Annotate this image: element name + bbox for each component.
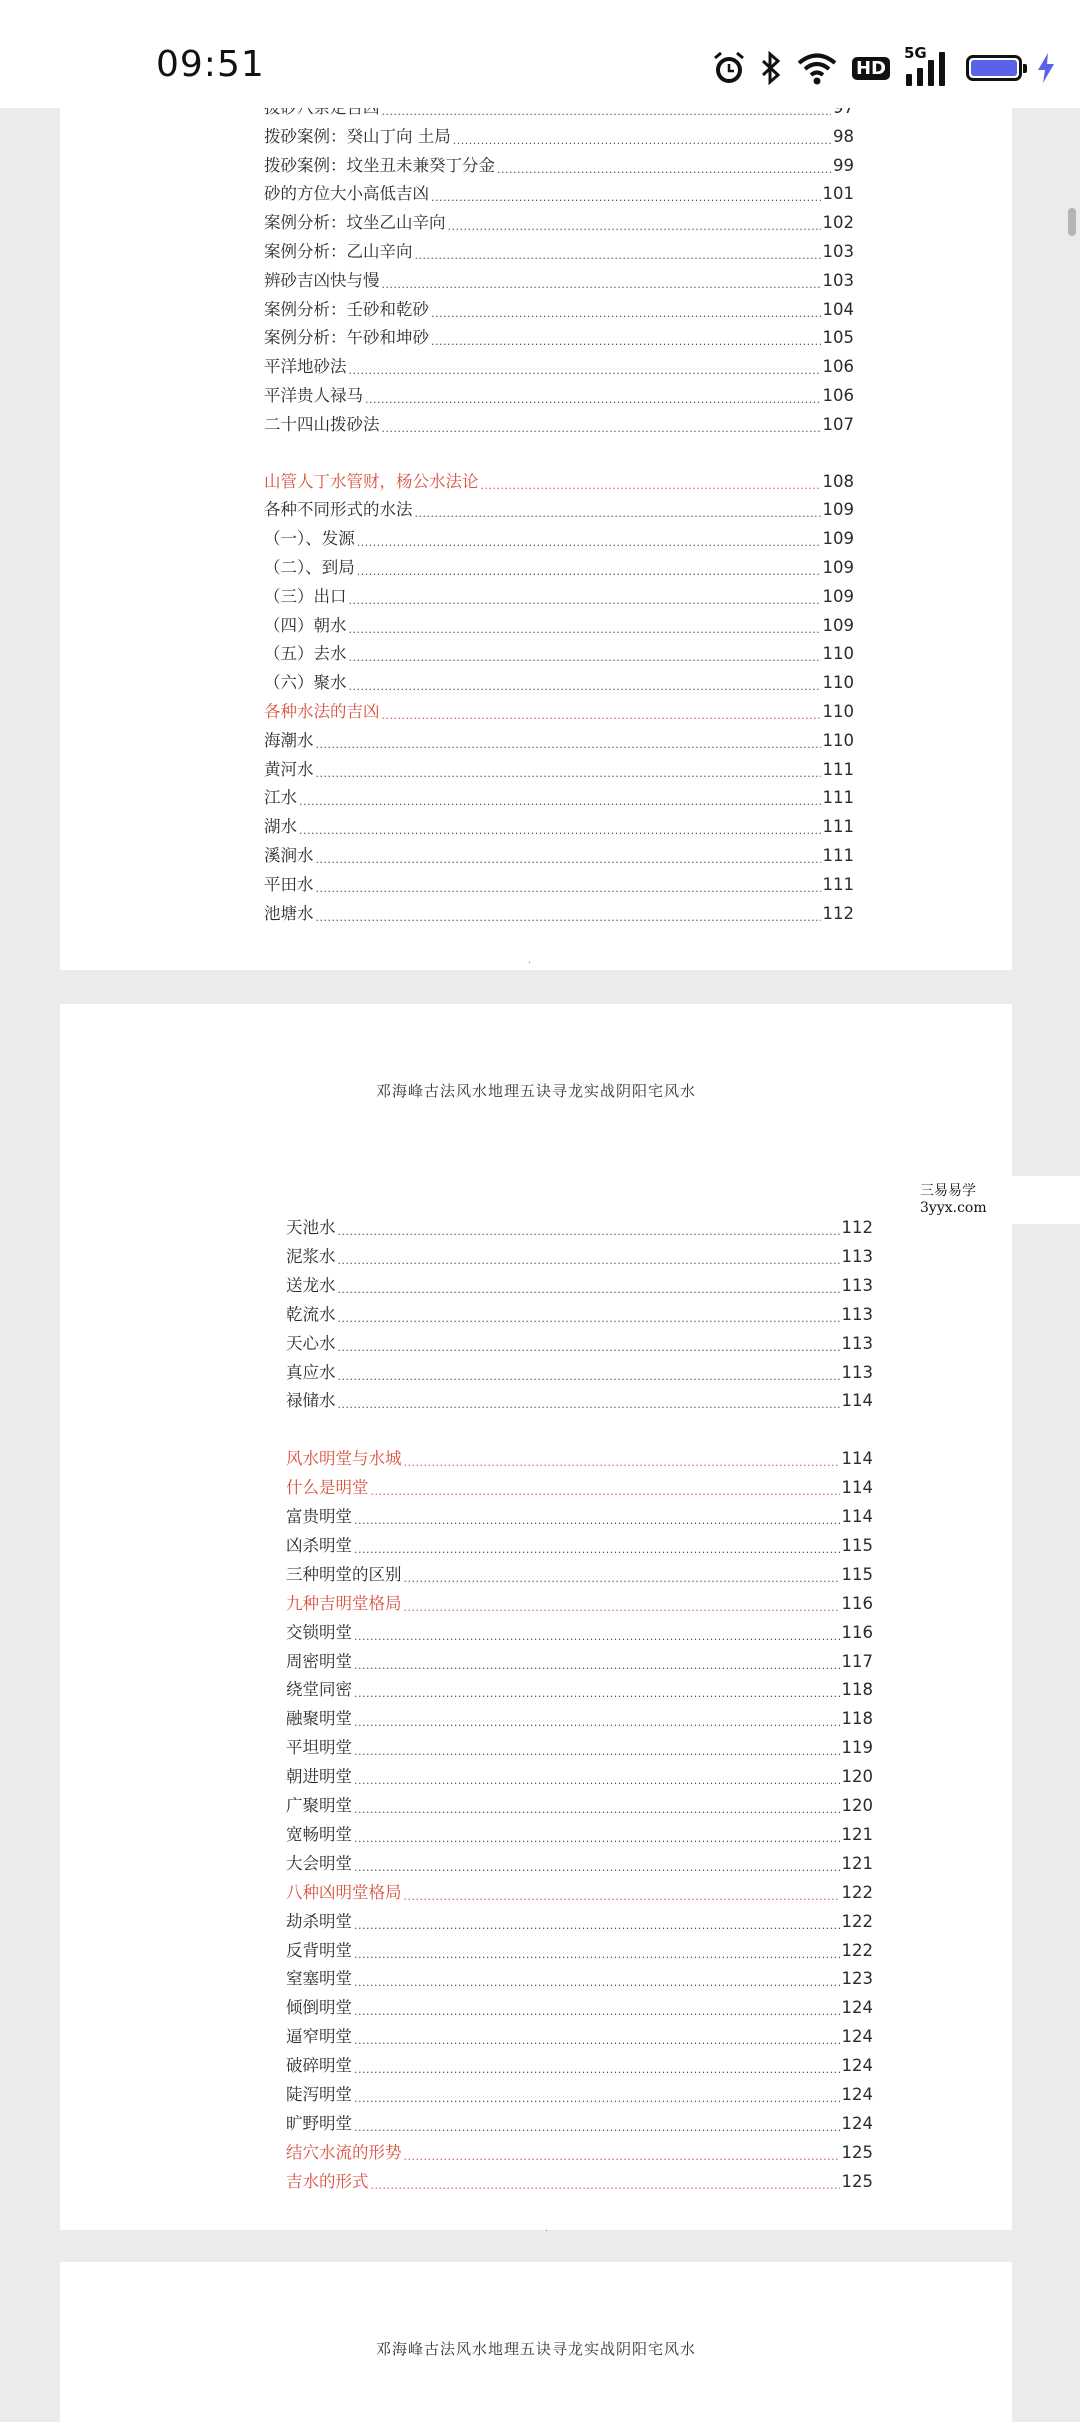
- toc-entry-title: 案例分析：午砂和坤砂: [264, 328, 429, 347]
- toc-entry-title: 案例分析：壬砂和乾砂: [264, 300, 429, 319]
- toc-entry-page: 124: [841, 2085, 873, 2104]
- toc-entry: [264, 298, 854, 322]
- toc-dot-leader: [316, 729, 821, 753]
- toc-entry: [286, 1621, 873, 1645]
- toc-entry: [264, 556, 854, 580]
- toc-entry-title: 砂的方位大小高低吉凶: [264, 184, 429, 203]
- toc-entry-page: 105: [822, 328, 854, 347]
- toc-dot-leader: [338, 1274, 840, 1298]
- watermark-title: 三易易学: [920, 1183, 976, 1199]
- toc-entry: [264, 786, 854, 810]
- toc-entry: [286, 1592, 873, 1616]
- toc-entry-page: 104: [822, 300, 854, 319]
- page-number-mark: ·: [545, 2226, 549, 2237]
- toc-entry-title: 乾流水: [286, 1305, 336, 1324]
- toc-entry-title: 泥浆水: [286, 1247, 336, 1266]
- toc-entry-page: 112: [822, 904, 854, 923]
- toc-dot-leader: [316, 873, 821, 897]
- toc-entry-title: 黄河水: [264, 760, 314, 779]
- toc-entry-title: 湖水: [264, 817, 297, 836]
- toc-entry-page: 117: [841, 1652, 873, 1671]
- toc-entry-page: 111: [822, 760, 854, 779]
- toc-entry-page: 122: [841, 1941, 873, 1960]
- toc-entry: [286, 1910, 873, 1934]
- toc-entry: [264, 902, 854, 926]
- toc-entry-page: 109: [822, 529, 854, 548]
- toc-entry-page: 124: [841, 1998, 873, 2017]
- toc-dot-leader: [354, 1967, 840, 1991]
- toc-entry-title: 反背明堂: [286, 1941, 352, 1960]
- toc-entry: [286, 1967, 873, 1991]
- toc-entry-page: 98: [833, 127, 854, 146]
- toc-entry: [286, 1794, 873, 1818]
- toc-entry-title: 破碎明堂: [286, 2056, 352, 2075]
- toc-entry-title: 旷野明堂: [286, 2114, 352, 2133]
- toc-entry-title: 池塘水: [264, 904, 314, 923]
- toc-dot-leader: [354, 1765, 840, 1789]
- toc-entry-page: 111: [822, 846, 854, 865]
- document-page-1: [60, 0, 1012, 970]
- toc-entry-title: 九种吉明堂格局: [286, 1594, 402, 1613]
- toc-entry: [264, 671, 854, 695]
- toc-entry-page: 114: [841, 1507, 873, 1526]
- toc-dot-leader: [316, 902, 821, 926]
- toc-entry: [286, 1534, 873, 1558]
- toc-entry: [264, 384, 854, 408]
- toc-entry-title: （五）去水: [264, 644, 347, 663]
- toc-entry-title: 平洋地砂法: [264, 357, 347, 376]
- toc-entry: [264, 844, 854, 868]
- toc-entry-page: 113: [841, 1334, 873, 1353]
- toc-entry-title: 交锁明堂: [286, 1623, 352, 1642]
- toc-entry-page: 116: [841, 1623, 873, 1642]
- toc-entry-page: 121: [841, 1825, 873, 1844]
- toc-dot-leader: [354, 2083, 840, 2107]
- page-number-mark: ·: [528, 958, 532, 969]
- toc-entry-title: 绕堂同密: [286, 1680, 352, 1699]
- toc-entry-page: 120: [841, 1796, 873, 1815]
- toc-dot-leader: [354, 1650, 840, 1674]
- toc-dot-leader: [382, 269, 821, 293]
- toc-dot-leader: [349, 355, 821, 379]
- battery-icon: [966, 55, 1022, 81]
- toc-entry-page: 111: [822, 875, 854, 894]
- toc-entry: [286, 1361, 873, 1385]
- toc-entry-page: 109: [822, 616, 854, 635]
- toc-entry-title: 风水明堂与水城: [286, 1449, 402, 1468]
- toc-entry-page: 102: [822, 213, 854, 232]
- toc-dot-leader: [404, 1592, 840, 1616]
- toc-dot-leader: [415, 240, 821, 264]
- toc-entry: [264, 355, 854, 379]
- toc-entry: [264, 873, 854, 897]
- toc-dot-leader: [354, 1707, 840, 1731]
- toc-entry: [264, 642, 854, 666]
- toc-entry: [264, 154, 854, 178]
- toc-entry: [286, 1881, 873, 1905]
- toc-entry-page: 106: [822, 357, 854, 376]
- page-header: 邓海峰古法风水地理五诀寻龙实战阴阳宅风水: [375, 1082, 696, 1100]
- toc-entry-title: 平洋贵人禄马: [264, 386, 363, 405]
- toc-entry: [286, 1216, 873, 1240]
- toc-entry-page: 124: [841, 2027, 873, 2046]
- signal-5g-icon: [904, 44, 952, 88]
- alarm-icon: [712, 50, 746, 86]
- toc-entry: [264, 211, 854, 235]
- toc-entry-title: （三）出口: [264, 587, 347, 606]
- toc-entry-page: 110: [822, 702, 854, 721]
- wifi-icon: [796, 51, 838, 85]
- toc-entry-title: 溪涧水: [264, 846, 314, 865]
- toc-dot-leader: [354, 1823, 840, 1847]
- toc-entry-page: 107: [822, 415, 854, 434]
- toc-entry: [264, 413, 854, 437]
- status-icons: [712, 46, 1056, 90]
- toc-entry: [286, 2170, 873, 2194]
- toc-entry-page: 109: [822, 587, 854, 606]
- toc-entry-page: 114: [841, 1391, 873, 1410]
- toc-entry: [264, 527, 854, 551]
- toc-entry: [286, 1563, 873, 1587]
- status-time: 09:51: [156, 44, 265, 85]
- toc-entry: [264, 758, 854, 782]
- toc-entry-title: 三种明堂的区别: [286, 1565, 402, 1584]
- toc-entry-page: 113: [841, 1247, 873, 1266]
- toc-dot-leader: [354, 2025, 840, 2049]
- toc-entry: [286, 1274, 873, 1298]
- toc-entry-title: 拨砂案例：坟坐丑未兼癸丁分金: [264, 156, 495, 175]
- toc-entry-page: 123: [841, 1969, 873, 1988]
- toc-entry-page: 99: [833, 156, 854, 175]
- toc-entry-title: 吉水的形式: [286, 2172, 369, 2191]
- toc-dot-leader: [354, 2112, 840, 2136]
- toc-dot-leader: [431, 298, 821, 322]
- toc-entry-title: 富贵明堂: [286, 1507, 352, 1526]
- toc-entry-title: 禄储水: [286, 1391, 336, 1410]
- toc-dot-leader: [404, 1563, 840, 1587]
- toc-dot-leader: [448, 211, 821, 235]
- toc-dot-leader: [431, 182, 821, 206]
- toc-entry: [264, 240, 854, 264]
- toc-entry: [286, 2025, 873, 2049]
- toc-entry-title: 陡泻明堂: [286, 2085, 352, 2104]
- toc-entry-title: 融聚明堂: [286, 1709, 352, 1728]
- toc-entry-title: 天心水: [286, 1334, 336, 1353]
- toc-entry-page: 109: [822, 558, 854, 577]
- toc-entry-title: 什么是明堂: [286, 1478, 369, 1497]
- toc-dot-leader: [354, 1794, 840, 1818]
- watermark-url: 3yyx.com: [920, 1200, 987, 1216]
- toc-entry-title: 平坦明堂: [286, 1738, 352, 1757]
- toc-entry-title: 案例分析：乙山辛向: [264, 242, 413, 261]
- toc-entry: [264, 815, 854, 839]
- toc-entry: [264, 326, 854, 350]
- toc-entry-page: 114: [841, 1449, 873, 1468]
- network-label: 5G: [904, 44, 927, 62]
- document-page-3: [60, 2262, 1012, 2422]
- toc-entry-page: 124: [841, 2056, 873, 2075]
- toc-entry-page: 121: [841, 1854, 873, 1873]
- toc-entry: [264, 470, 854, 494]
- toc-dot-leader: [404, 1447, 840, 1471]
- toc-entry: [286, 2083, 873, 2107]
- toc-entry-title: 送龙水: [286, 1276, 336, 1295]
- toc-dot-leader: [497, 154, 831, 178]
- toc-dot-leader: [357, 527, 821, 551]
- toc-entry: [264, 585, 854, 609]
- toc-entry: [264, 614, 854, 638]
- toc-dot-leader: [354, 1505, 840, 1529]
- toc-entry-title: 八种凶明堂格局: [286, 1883, 402, 1902]
- toc-entry-title: 各种水法的吉凶: [264, 702, 380, 721]
- toc-entry-page: 119: [841, 1738, 873, 1757]
- toc-entry: [286, 1447, 873, 1471]
- toc-entry: [286, 1303, 873, 1327]
- toc-entry: [286, 1476, 873, 1500]
- toc-dot-leader: [453, 125, 831, 149]
- toc-entry: [264, 125, 854, 149]
- toc-entry-title: 各种不同形式的水法: [264, 500, 413, 519]
- toc-entry: [286, 1736, 873, 1760]
- bluetooth-icon: [760, 51, 782, 85]
- toc-entry-title: 山管人丁水管财，杨公水法论: [264, 472, 479, 491]
- toc-dot-leader: [349, 671, 821, 695]
- toc-entry: [286, 1650, 873, 1674]
- hd-icon: HD: [852, 57, 890, 80]
- toc-entry: [264, 269, 854, 293]
- toc-entry-page: 103: [822, 242, 854, 261]
- toc-entry-title: 海潮水: [264, 731, 314, 750]
- toc-entry: [286, 1939, 873, 1963]
- toc-entry-title: 拨砂案例：癸山丁向 土局: [264, 127, 451, 146]
- toc-entry-page: 101: [822, 184, 854, 203]
- toc-entry-title: 大会明堂: [286, 1854, 352, 1873]
- toc-entry-page: 110: [822, 731, 854, 750]
- toc-dot-leader: [357, 556, 821, 580]
- toc-entry-page: 111: [822, 817, 854, 836]
- toc-entry-page: 118: [841, 1680, 873, 1699]
- toc-entry: [286, 2141, 873, 2165]
- toc-entry-title: 周密明堂: [286, 1652, 352, 1671]
- toc-entry-title: 广聚明堂: [286, 1796, 352, 1815]
- toc-entry-title: 真应水: [286, 1363, 336, 1382]
- toc-entry: [264, 182, 854, 206]
- toc-entry: [286, 1332, 873, 1356]
- toc-entry: [286, 1765, 873, 1789]
- toc-entry-page: 120: [841, 1767, 873, 1786]
- toc-dot-leader: [338, 1303, 840, 1327]
- toc-entry-title: 案例分析：坟坐乙山辛向: [264, 213, 446, 232]
- charging-icon: [1036, 52, 1056, 84]
- toc-entry-title: 天池水: [286, 1218, 336, 1237]
- toc-dot-leader: [382, 700, 821, 724]
- toc-entry: [264, 700, 854, 724]
- toc-entry-title: 辨砂吉凶快与慢: [264, 271, 380, 290]
- toc-entry-page: 110: [822, 644, 854, 663]
- toc-entry-page: 103: [822, 271, 854, 290]
- toc-entry: [286, 2054, 873, 2078]
- toc-dot-leader: [354, 2054, 840, 2078]
- toc-dot-leader: [299, 815, 821, 839]
- toc-entry: [286, 1996, 873, 2020]
- toc-entry: [286, 1823, 873, 1847]
- toc-entry-title: 劫杀明堂: [286, 1912, 352, 1931]
- toc-dot-leader: [316, 758, 821, 782]
- toc-entry-title: 凶杀明堂: [286, 1536, 352, 1555]
- toc-dot-leader: [316, 844, 821, 868]
- toc-dot-leader: [354, 1996, 840, 2020]
- toc-dot-leader: [365, 384, 821, 408]
- toc-dot-leader: [382, 413, 821, 437]
- toc-entry-title: 逼窄明堂: [286, 2027, 352, 2046]
- toc-entry-title: 平田水: [264, 875, 314, 894]
- toc-entry-page: 116: [841, 1594, 873, 1613]
- toc-dot-leader: [299, 786, 821, 810]
- toc-entry-title: 二十四山拨砂法: [264, 415, 380, 434]
- toc-entry: [286, 1678, 873, 1702]
- toc-entry-page: 113: [841, 1363, 873, 1382]
- toc-dot-leader: [338, 1216, 840, 1240]
- toc-entry-page: 109: [822, 500, 854, 519]
- toc-dot-leader: [404, 2141, 840, 2165]
- toc-dot-leader: [354, 1678, 840, 1702]
- toc-dot-leader: [354, 1910, 840, 1934]
- toc-dot-leader: [349, 585, 821, 609]
- toc-entry: [286, 1852, 873, 1876]
- toc-entry-page: 118: [841, 1709, 873, 1728]
- toc-entry-page: 112: [841, 1218, 873, 1237]
- toc-dot-leader: [349, 642, 821, 666]
- toc-entry-page: 122: [841, 1912, 873, 1931]
- toc-entry-page: 115: [841, 1565, 873, 1584]
- toc-entry-page: 113: [841, 1305, 873, 1324]
- toc-dot-leader: [338, 1245, 840, 1269]
- toc-entry: [286, 1389, 873, 1413]
- toc-dot-leader: [481, 470, 821, 494]
- toc-entry-page: 125: [841, 2143, 873, 2162]
- watermark: [908, 1176, 1080, 1224]
- toc-entry-title: 倾倒明堂: [286, 1998, 352, 2017]
- toc-entry-title: （二）、到局: [264, 558, 355, 577]
- toc-dot-leader: [338, 1361, 840, 1385]
- toc-entry-page: 108: [822, 472, 854, 491]
- toc-entry: [264, 498, 854, 522]
- toc-dot-leader: [431, 326, 821, 350]
- toc-dot-leader: [371, 2170, 840, 2194]
- toc-entry-title: 结穴水流的形势: [286, 2143, 402, 2162]
- toc-entry-page: 115: [841, 1536, 873, 1555]
- document-page-2: [60, 1004, 1012, 2237]
- toc-entry-title: 朝进明堂: [286, 1767, 352, 1786]
- toc-dot-leader: [354, 1621, 840, 1645]
- toc-entry-title: 江水: [264, 788, 297, 807]
- toc-entry-title: （一）、发源: [264, 529, 355, 548]
- toc-dot-leader: [354, 1852, 840, 1876]
- toc-entry: [286, 1245, 873, 1269]
- toc-dot-leader: [415, 498, 821, 522]
- toc-entry-page: 110: [822, 673, 854, 692]
- toc-dot-leader: [338, 1332, 840, 1356]
- toc-dot-leader: [349, 614, 821, 638]
- toc-dot-leader: [354, 1736, 840, 1760]
- toc-entry-page: 113: [841, 1276, 873, 1295]
- toc-entry-page: 106: [822, 386, 854, 405]
- toc-dot-leader: [404, 1881, 840, 1905]
- scrollbar-thumb[interactable]: [1068, 208, 1076, 236]
- toc-entry: [286, 2112, 873, 2136]
- toc-dot-leader: [354, 1534, 840, 1558]
- toc-entry-page: 114: [841, 1478, 873, 1497]
- toc-entry: [286, 1505, 873, 1529]
- toc-entry-page: 111: [822, 788, 854, 807]
- toc-dot-leader: [338, 1389, 840, 1413]
- toc-entry-page: 122: [841, 1883, 873, 1902]
- status-bar: [0, 0, 1080, 108]
- toc-dot-leader: [354, 1939, 840, 1963]
- toc-entry-title: （六）聚水: [264, 673, 347, 692]
- toc-entry-page: 124: [841, 2114, 873, 2133]
- toc-dot-leader: [371, 1476, 840, 1500]
- toc-entry-page: 125: [841, 2172, 873, 2191]
- page-header: 邓海峰古法风水地理五诀寻龙实战阴阳宅风水: [375, 2340, 696, 2358]
- toc-entry-title: （四）朝水: [264, 616, 347, 635]
- toc-entry: [264, 729, 854, 753]
- toc-entry-title: 宽畅明堂: [286, 1825, 352, 1844]
- toc-entry: [286, 1707, 873, 1731]
- toc-entry-title: 窒塞明堂: [286, 1969, 352, 1988]
